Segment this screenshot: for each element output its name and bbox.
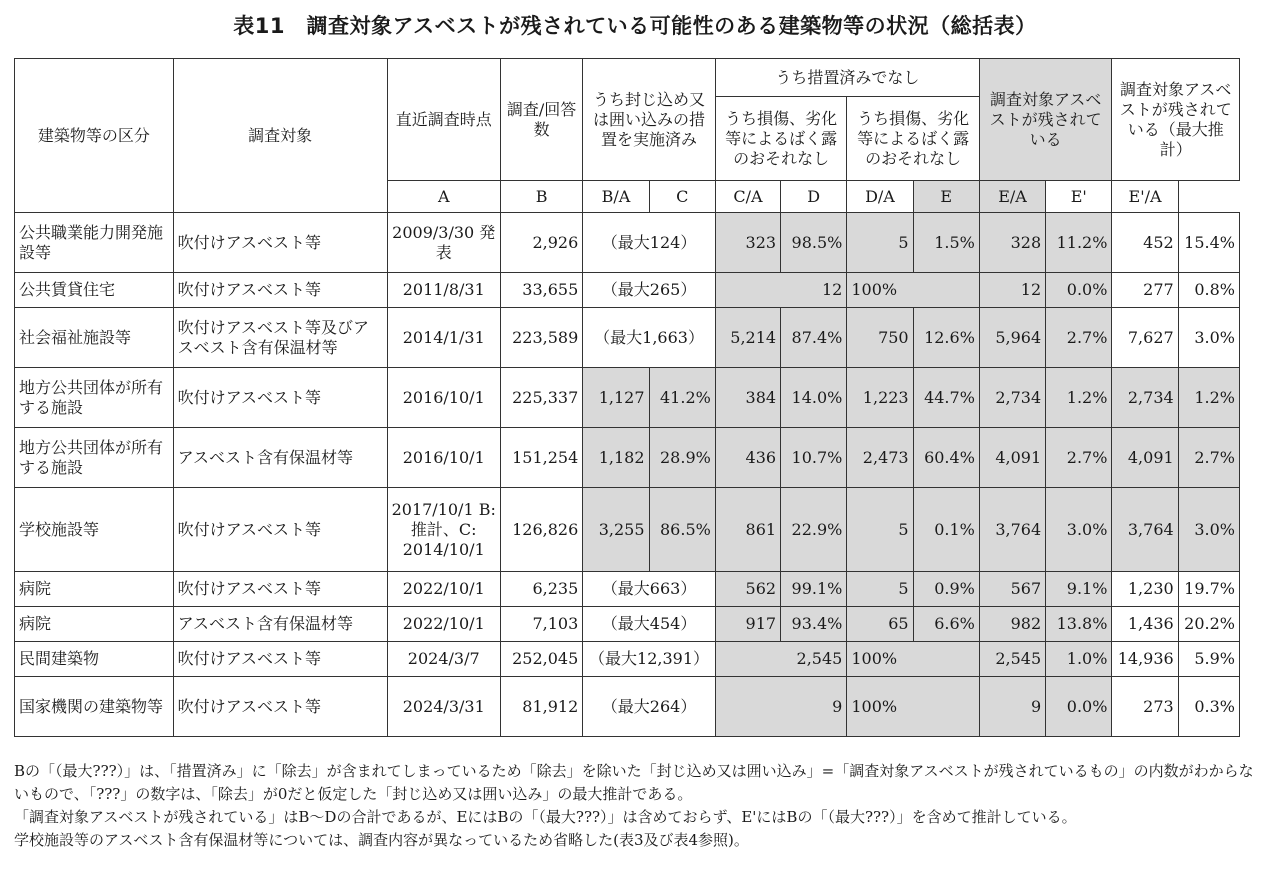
cell-e: 2,545 [979, 642, 1045, 677]
header-code: B [500, 181, 582, 213]
cell-a: 252,045 [500, 642, 582, 677]
cell-d: 5 [847, 572, 913, 607]
cell-b-merged: （最大12,391） [583, 642, 716, 677]
cell-e: 328 [979, 213, 1045, 273]
header-not-treated: うち措置済みでなし [715, 59, 979, 97]
table-row [15, 273, 1240, 308]
cell-e2: 4,091 [1112, 428, 1178, 488]
cell-cd-merged: 2,545 [715, 642, 847, 677]
cell-da: 60.4% [913, 428, 979, 488]
cell-category: 学校施設等 [15, 488, 174, 572]
cell-b-merged: （最大265） [583, 273, 716, 308]
cell-a: 7,103 [500, 607, 582, 642]
cell-da: 1.5% [913, 213, 979, 273]
cell-ea: 0.0% [1046, 677, 1112, 737]
cell-e2: 273 [1112, 677, 1178, 737]
cell-target: 吹付けアスベスト等 [173, 213, 387, 273]
cell-c: 562 [715, 572, 780, 607]
cell-d: 5 [847, 213, 913, 273]
cell-target: 吹付けアスベスト等 [173, 642, 387, 677]
cell-date: 2017/10/1 B:推計、C: 2014/10/1 [387, 488, 500, 572]
cell-b-merged: （最大264） [583, 677, 716, 737]
cell-da: 12.6% [913, 308, 979, 368]
cell-d: 750 [847, 308, 913, 368]
cell-d: 2,473 [847, 428, 913, 488]
cell-ea: 1.0% [1046, 642, 1112, 677]
table-row [15, 488, 1240, 572]
cell-e2: 452 [1112, 213, 1178, 273]
cell-b: 1,127 [583, 368, 649, 428]
cell-ea: 9.1% [1046, 572, 1112, 607]
cell-a: 225,337 [500, 368, 582, 428]
cell-e2a: 0.3% [1178, 677, 1239, 737]
cell-c: 861 [715, 488, 780, 572]
cell-ca: 98.5% [781, 213, 847, 273]
header-code: E' [1046, 181, 1112, 213]
cell-d: 1,223 [847, 368, 913, 428]
cell-e2a: 15.4% [1178, 213, 1239, 273]
cell-c: 5,214 [715, 308, 780, 368]
cell-e2a: 19.7% [1178, 572, 1239, 607]
page-title: 表11 調査対象アスベストが残されている可能性のある建築物等の状況（総括表） [233, 14, 1037, 38]
cell-ca: 10.7% [781, 428, 847, 488]
cell-e2a: 3.0% [1178, 488, 1239, 572]
cell-a: 33,655 [500, 273, 582, 308]
header-code: E/A [979, 181, 1045, 213]
cell-cd-merged: 12 [715, 273, 847, 308]
cell-e: 4,091 [979, 428, 1045, 488]
header-target: 調査対象 [173, 59, 387, 213]
cell-ea: 11.2% [1046, 213, 1112, 273]
cell-b: 3,255 [583, 488, 649, 572]
footnote: 「調査対象アスベストが残されている」はB〜Dの合計であるが、EにはBの「（最大???）」は含めておらず、E'にはBの「（最大???）」を含めて推計している。 [14, 808, 1077, 826]
cell-date: 2016/10/1 [387, 428, 500, 488]
cell-ba: 41.2% [649, 368, 715, 428]
cell-e2a: 2.7% [1178, 428, 1239, 488]
header-date: 直近調査時点 [387, 59, 500, 181]
cell-c: 917 [715, 607, 780, 642]
cell-ca: 14.0% [781, 368, 847, 428]
cell-a: 151,254 [500, 428, 582, 488]
cell-b-merged: （最大1,663） [583, 308, 716, 368]
cell-a: 2,926 [500, 213, 582, 273]
cell-d: 65 [847, 607, 913, 642]
header-count: 調査/回答数 [500, 59, 582, 181]
cell-date: 2022/10/1 [387, 572, 500, 607]
cell-a: 223,589 [500, 308, 582, 368]
cell-e2: 7,627 [1112, 308, 1178, 368]
header-code: D/A [847, 181, 913, 213]
cell-category: 地方公共団体が所有する施設 [15, 368, 174, 428]
footnote: Bの「（最大???）」は、「措置済み」に「除去」が含まれてしまっているため「除去」を除いた「封じ込め又は囲い込み」=「調査対象アスベストが残されているもの」の内数がわからないもので、「???」の数字は、「除去」が0だと仮定した「封じ込め又は囲い込み」の最大推計である。 [14, 762, 1254, 803]
cell-e2a: 0.8% [1178, 273, 1239, 308]
cell-c: 436 [715, 428, 780, 488]
cell-category: 公共賃貸住宅 [15, 273, 174, 308]
cell-b-merged: （最大124） [583, 213, 716, 273]
table-row [15, 677, 1240, 737]
cell-ca: 99.1% [781, 572, 847, 607]
header-code: B/A [583, 181, 649, 213]
cell-e: 2,734 [979, 368, 1045, 428]
summary-table [14, 58, 1240, 737]
header-estimate: 調査対象アスベストが残されている（最大推計） [1112, 59, 1240, 181]
cell-target: 吹付けアスベスト等 [173, 488, 387, 572]
cell-e2: 3,764 [1112, 488, 1178, 572]
cell-b: 1,182 [583, 428, 649, 488]
cell-d: 5 [847, 488, 913, 572]
cell-da: 0.1% [913, 488, 979, 572]
header-no-risk: うち損傷、劣化等によるばく露のおそれなし [715, 97, 847, 181]
header-code: A [387, 181, 500, 213]
cell-ea: 2.7% [1046, 428, 1112, 488]
cell-b-merged: （最大454） [583, 607, 716, 642]
header-category: 建築物等の区分 [15, 59, 174, 213]
table-row [15, 368, 1240, 428]
cell-ca: 87.4% [781, 308, 847, 368]
cell-date: 2024/3/7 [387, 642, 500, 677]
header-code: D [781, 181, 847, 213]
cell-a: 126,826 [500, 488, 582, 572]
cell-date: 2024/3/31 [387, 677, 500, 737]
cell-e2: 2,734 [1112, 368, 1178, 428]
cell-category: 民間建築物 [15, 642, 174, 677]
cell-cd-pct: 100% [847, 642, 980, 677]
cell-e: 3,764 [979, 488, 1045, 572]
cell-category: 病院 [15, 607, 174, 642]
cell-e: 5,964 [979, 308, 1045, 368]
header-code: E [913, 181, 979, 213]
cell-ca: 93.4% [781, 607, 847, 642]
cell-date: 2009/3/30 発表 [387, 213, 500, 273]
cell-target: 吹付けアスベスト等 [173, 572, 387, 607]
cell-cd-merged: 9 [715, 677, 847, 737]
cell-e2a: 1.2% [1178, 368, 1239, 428]
cell-b-merged: （最大663） [583, 572, 716, 607]
header-risk: うち損傷、劣化等によるばく露のおそれなし [847, 97, 980, 181]
cell-e: 982 [979, 607, 1045, 642]
cell-ba: 28.9% [649, 428, 715, 488]
cell-e: 12 [979, 273, 1045, 308]
footnote: 学校施設等のアスベスト含有保温材等については、調査内容が異なっているため省略した(表3及び表4参照)。 [14, 831, 749, 849]
header-code: C [649, 181, 715, 213]
cell-e2a: 3.0% [1178, 308, 1239, 368]
table-row [15, 308, 1240, 368]
cell-a: 81,912 [500, 677, 582, 737]
cell-e2: 1,230 [1112, 572, 1178, 607]
cell-ba: 86.5% [649, 488, 715, 572]
cell-category: 病院 [15, 572, 174, 607]
cell-e2: 277 [1112, 273, 1178, 308]
cell-target: 吹付けアスベスト等 [173, 368, 387, 428]
cell-a: 6,235 [500, 572, 582, 607]
cell-category: 社会福祉施設等 [15, 308, 174, 368]
cell-c: 323 [715, 213, 780, 273]
cell-target: アスベスト含有保温材等 [173, 607, 387, 642]
header-code: E'/A [1112, 181, 1178, 213]
cell-target: アスベスト含有保温材等 [173, 428, 387, 488]
cell-da: 6.6% [913, 607, 979, 642]
header-code: C/A [715, 181, 780, 213]
cell-ea: 0.0% [1046, 273, 1112, 308]
cell-target: 吹付けアスベスト等 [173, 273, 387, 308]
cell-date: 2011/8/31 [387, 273, 500, 308]
cell-c: 384 [715, 368, 780, 428]
footnotes [14, 760, 1254, 852]
cell-date: 2014/1/31 [387, 308, 500, 368]
header-enclosed: うち封じ込め又は囲い込みの措置を実施済み [583, 59, 716, 181]
cell-target: 吹付けアスベスト等及びアスベスト含有保温材等 [173, 308, 387, 368]
cell-e2a: 20.2% [1178, 607, 1239, 642]
cell-cd-pct: 100% [847, 273, 980, 308]
cell-e2a: 5.9% [1178, 642, 1239, 677]
cell-category: 地方公共団体が所有する施設 [15, 428, 174, 488]
cell-ca: 22.9% [781, 488, 847, 572]
cell-date: 2016/10/1 [387, 368, 500, 428]
cell-ea: 2.7% [1046, 308, 1112, 368]
header-remaining: 調査対象アスベストが残されている [979, 59, 1112, 181]
cell-e2: 14,936 [1112, 642, 1178, 677]
cell-category: 公共職業能力開発施設等 [15, 213, 174, 273]
cell-da: 0.9% [913, 572, 979, 607]
cell-da: 44.7% [913, 368, 979, 428]
cell-category: 国家機関の建築物等 [15, 677, 174, 737]
cell-cd-pct: 100% [847, 677, 980, 737]
cell-e2: 1,436 [1112, 607, 1178, 642]
cell-e: 567 [979, 572, 1045, 607]
table-row [15, 428, 1240, 488]
cell-date: 2022/10/1 [387, 607, 500, 642]
table-row [15, 607, 1240, 642]
table-row [15, 642, 1240, 677]
cell-ea: 1.2% [1046, 368, 1112, 428]
cell-e: 9 [979, 677, 1045, 737]
cell-ea: 3.0% [1046, 488, 1112, 572]
cell-target: 吹付けアスベスト等 [173, 677, 387, 737]
cell-ea: 13.8% [1046, 607, 1112, 642]
table-row [15, 213, 1240, 273]
table-row [15, 572, 1240, 607]
